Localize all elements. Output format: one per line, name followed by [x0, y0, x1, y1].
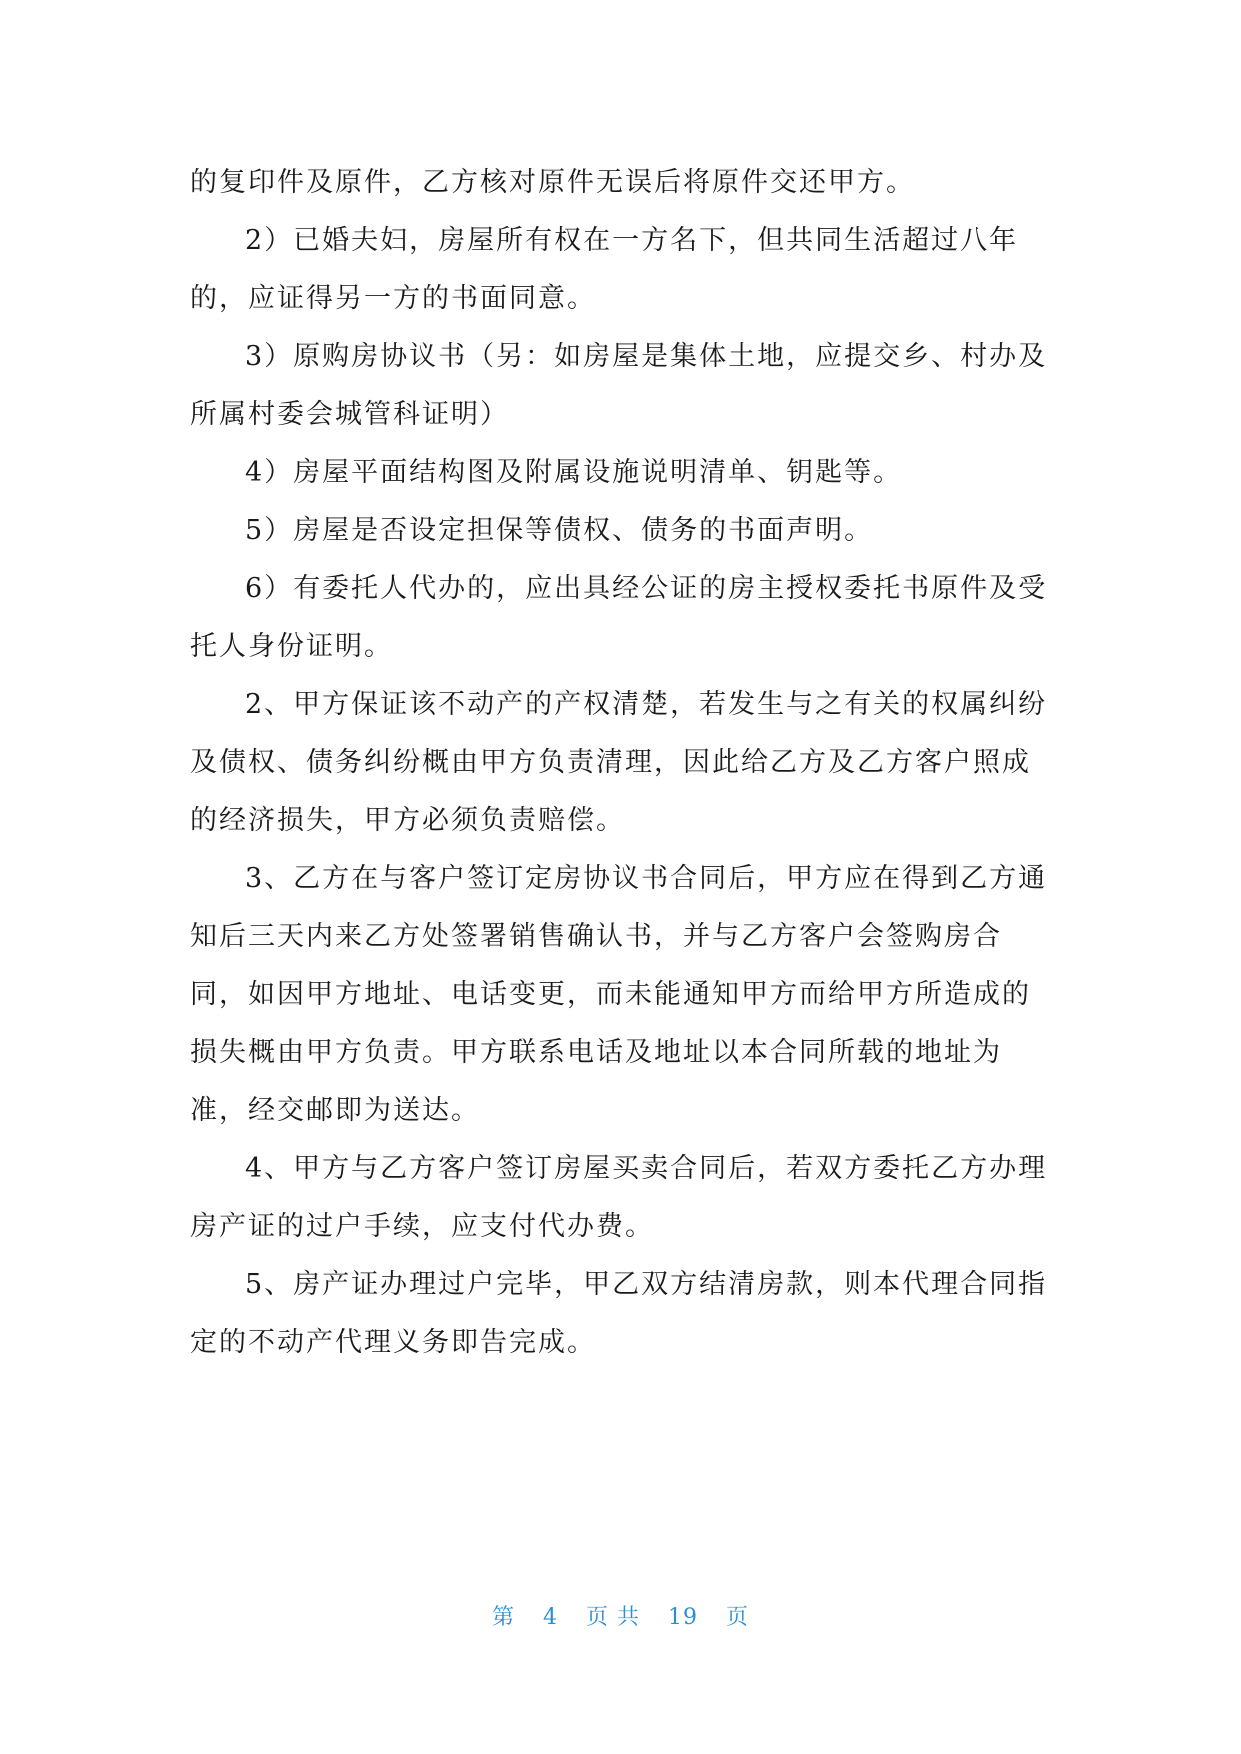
text-line: 5、房产证办理过户完毕，甲乙双方结清房款，则本代理合同指 — [245, 1269, 1048, 1300]
total-pages-number: 19 — [668, 1605, 698, 1630]
text-line: 知后三天内来乙方处签署销售确认书，并与乙方客户会签购房合 — [190, 921, 1002, 952]
page-footer — [0, 1600, 1241, 1631]
footer-middle: 页 共 — [586, 1605, 640, 1630]
text-line: 损失概由甲方负责。甲方联系电话及地址以本合同所载的地址为 — [190, 1037, 1002, 1068]
text-line: 3）原购房协议书（另：如房屋是集体土地，应提交乡、村办及 — [245, 341, 1048, 372]
text-line: 准，经交邮即为送达。 — [190, 1095, 480, 1126]
text-line: 所属村委会城管科证明） — [190, 399, 509, 430]
text-line: 及债权、债务纠纷概由甲方负责清理，因此给乙方及乙方客户照成 — [190, 747, 1031, 778]
text-line: 的，应证得另一方的书面同意。 — [190, 283, 596, 314]
text-line: 2）已婚夫妇，房屋所有权在一方名下，但共同生活超过八年 — [245, 225, 1019, 256]
text-line: 同，如因甲方地址、电话变更，而未能通知甲方而给甲方所造成的 — [190, 979, 1031, 1010]
text-line: 房产证的过户手续，应支付代办费。 — [190, 1211, 654, 1242]
text-line: 5）房屋是否设定担保等债权、债务的书面声明。 — [245, 515, 874, 546]
text-line: 定的不动产代理义务即告完成。 — [190, 1327, 596, 1358]
text-line: 的经济损失，甲方必须负责赔偿。 — [190, 805, 625, 836]
text-line: 4）房屋平面结构图及附属设施说明清单、钥匙等。 — [245, 457, 903, 488]
footer-prefix: 第 — [491, 1605, 515, 1630]
text-line: 的复印件及原件，乙方核对原件无误后将原件交还甲方。 — [190, 167, 915, 198]
footer-suffix: 页 — [726, 1605, 750, 1630]
text-line: 2、甲方保证该不动产的产权清楚，若发生与之有关的权属纠纷 — [245, 689, 1048, 720]
text-line: 托人身份证明。 — [190, 631, 393, 662]
text-line: 3、乙方在与客户签订定房协议书合同后，甲方应在得到乙方通 — [245, 863, 1048, 894]
text-line: 6）有委托人代办的，应出具经公证的房主授权委托书原件及受 — [245, 573, 1048, 604]
text-line: 4、甲方与乙方客户签订房屋买卖合同后，若双方委托乙方办理 — [245, 1153, 1048, 1184]
current-page-number: 4 — [543, 1605, 558, 1630]
